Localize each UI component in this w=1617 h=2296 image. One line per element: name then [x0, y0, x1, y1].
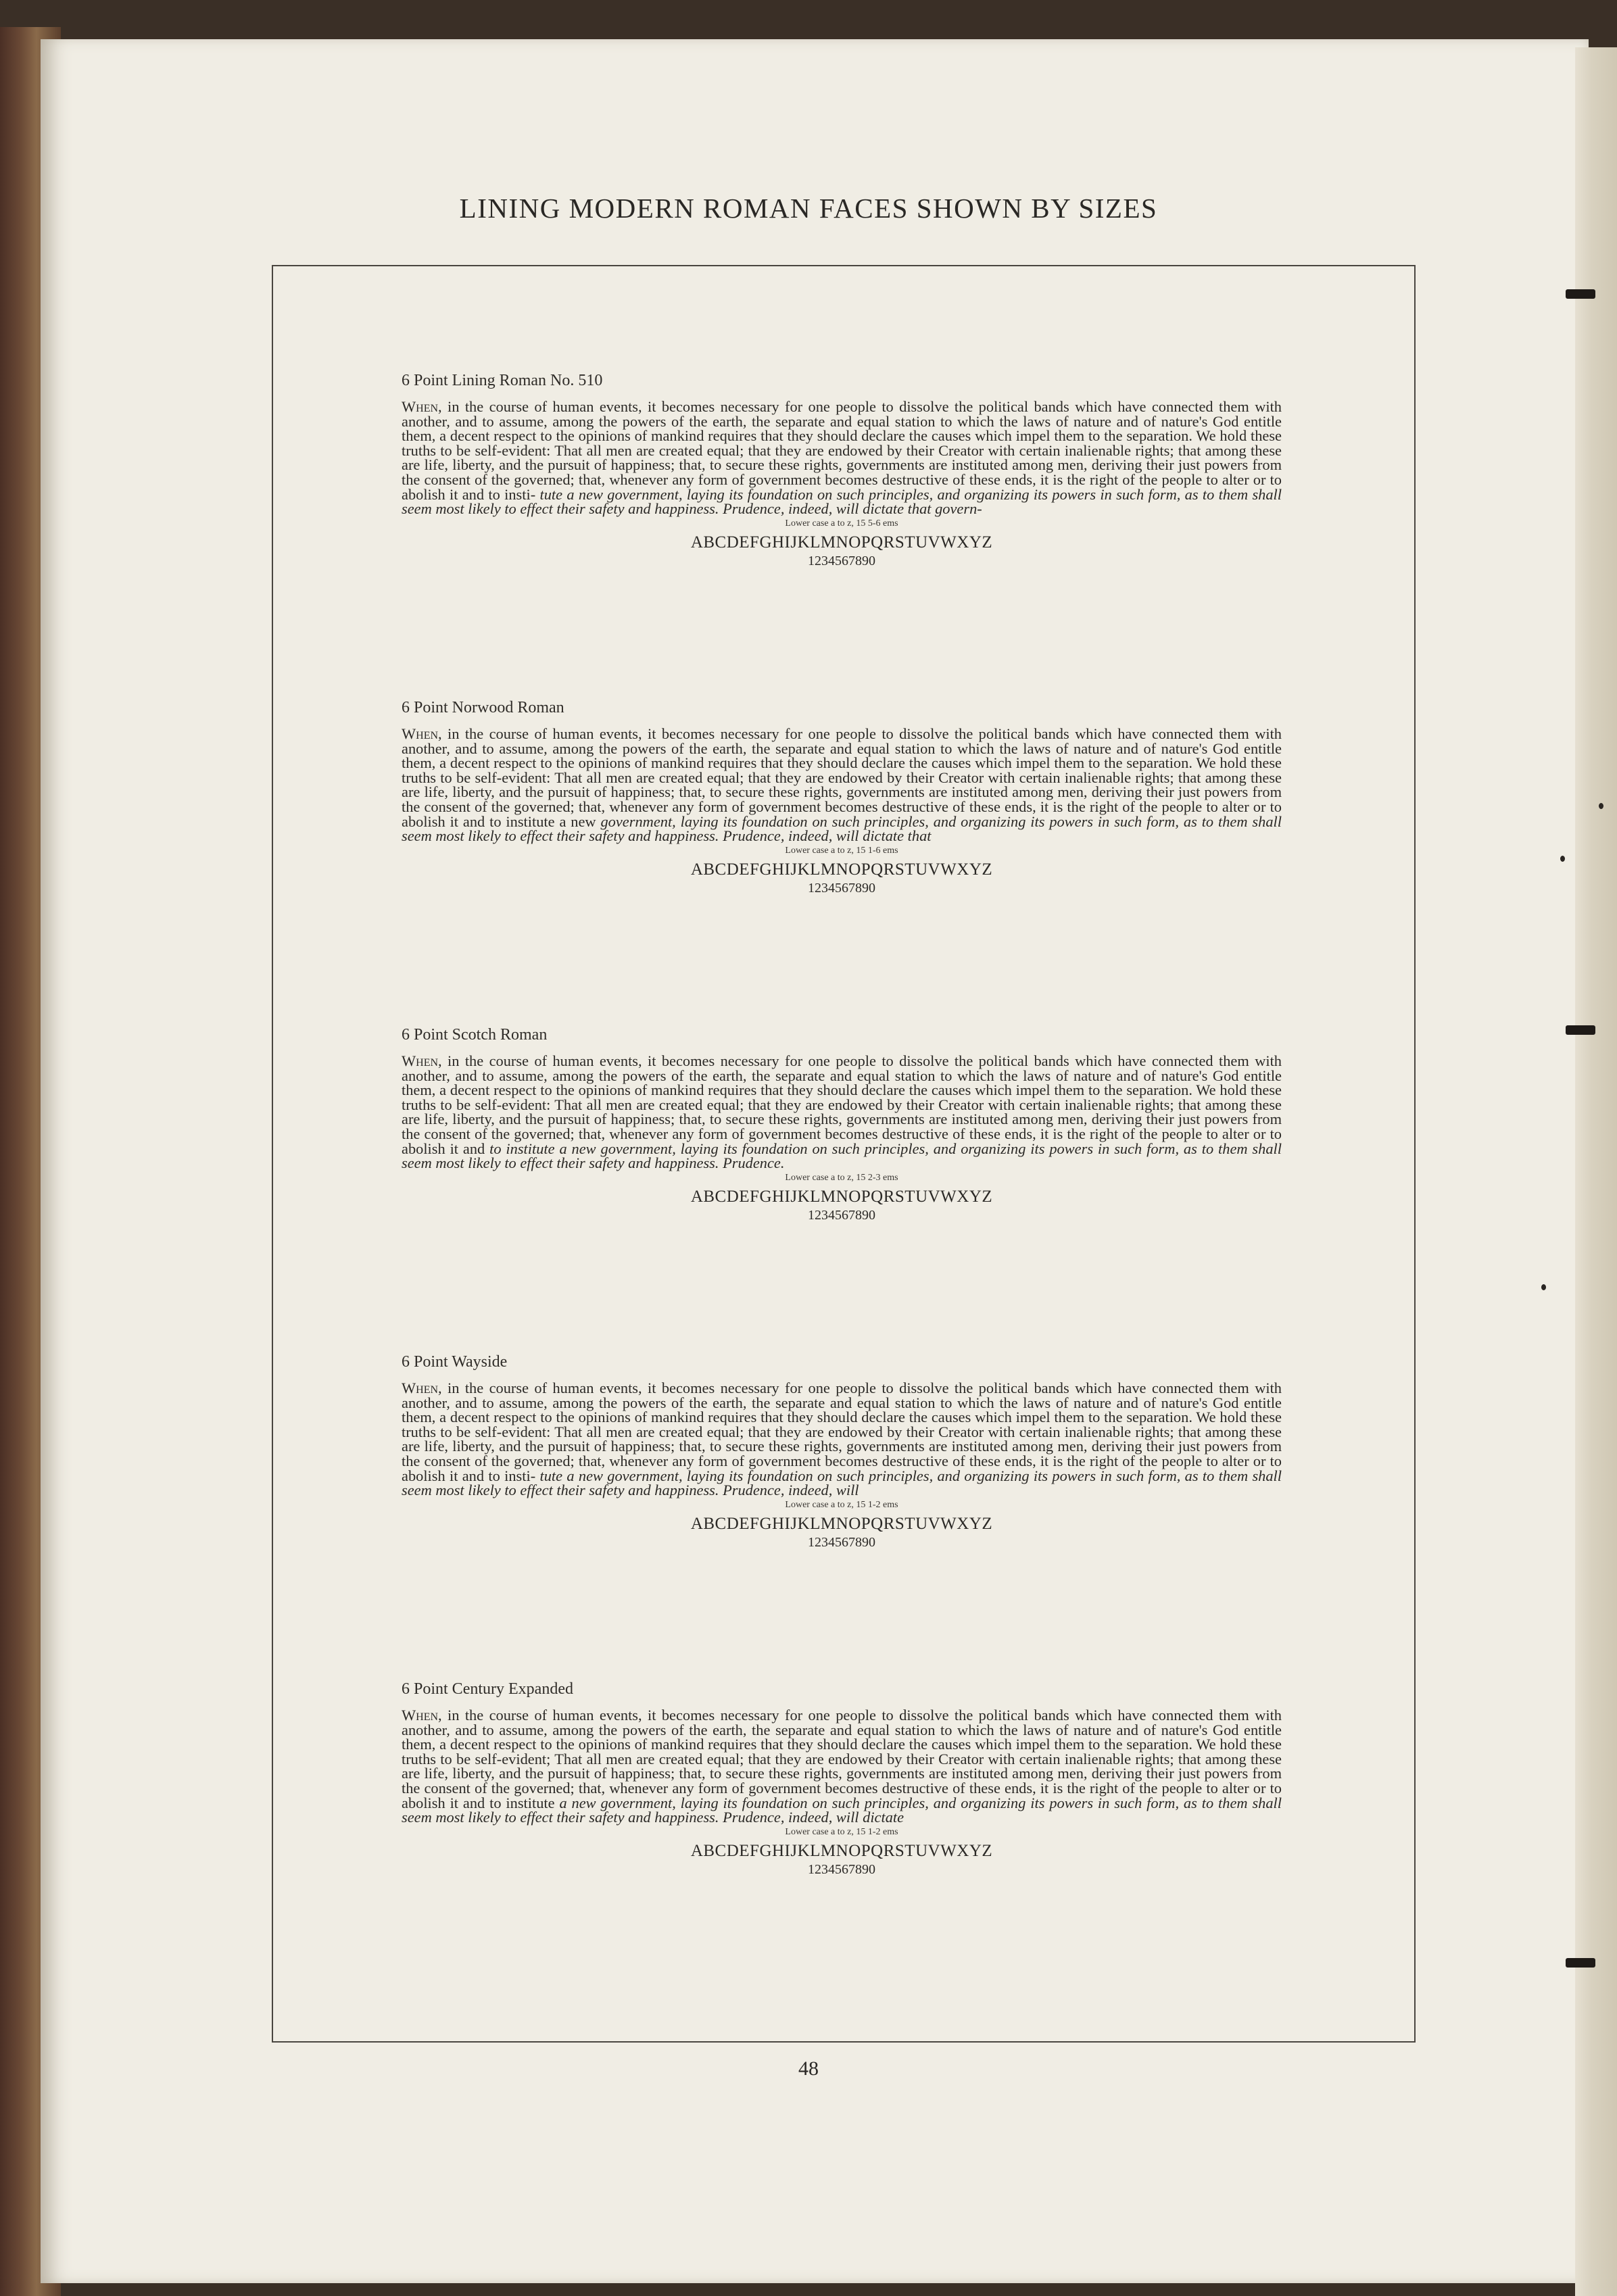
specimen-text — [402, 727, 1282, 844]
specimen-label: 6 Point Norwood Roman — [402, 699, 564, 716]
binding-ring — [1566, 1025, 1595, 1035]
binding-ring — [1566, 289, 1595, 299]
specimen-text — [402, 1708, 1282, 1825]
capitals-alphabet: ABCDEFGHIJKLMNOPQRSTUVWXYZ — [690, 533, 993, 552]
lowercase-measure: Lower case a to z, 15 1-2 ems — [785, 1499, 898, 1510]
page-title: LINING MODERN ROMAN FACES SHOWN BY SIZES — [459, 193, 1158, 224]
specimen-italic-text: tute a new government, laying its foundation on such principles, and organizing its powers in such form, as to them shall seem most likely to effect their safety and happiness. Prudence, indeed, will dictate that govern- — [402, 485, 1282, 518]
specimen-italic-text: tute a new government, laying its foundation on such principles, and organizing its powers in such form, as to them shall seem most likely to effect their safety and happiness. Prudence, indeed, will — [402, 1467, 1282, 1499]
lowercase-measure: Lower case a to z, 15 1-2 ems — [785, 1826, 898, 1837]
specimen-italic-text: government, laying its foundation on such principles, and organizing its powers in such form, as to them shall seem most likely to effect their safety and happiness. Prudence, indeed, will dictate that — [402, 812, 1282, 845]
specimen-roman-text: , in the course of human events, it becomes necessary for one people to dissolve the political bands which have connected them with another, and to assume, among the powers of the earth, the separate and equal station to which the laws of nature and of nature's God entitle them, a decent respect to the opinions of mankind requires that they should declare the causes which impel them to the separation. We hold these truths to be self-evident: That all men are created equal; that they are endowed by their Creator with certain inalienable rights; that among these are life, liberty, and the pursuit of happiness; that, to secure these rights, governments are instituted among men, deriving their just powers from the consent of the governed; that, whenever any form of government becomes destructive of these ends, it is the right of the people to alter or to abolish it and to insti- — [402, 398, 1282, 503]
specimen-block — [402, 1353, 1282, 1550]
specimen-roman-text: , in the course of human events, it becomes necessary for one people to dissolve the political bands which have connected them with another, and to assume, among the powers of the earth, the separate and equal station to which the laws of nature and of nature's God entitle them, a decent respect to the opinions of mankind requires that they should declare the causes which impel them to the separation. We hold these truths to be self-evident; That all men are created equal; that they are endowed by their Creator with certain inalienable rights; that among these are life, liberty, and the pursuit of happiness; that, to secure these rights, governments are instituted among men, deriving their just powers from the consent of the governed; that, whenever any form of government becomes destructive of these ends, it is the right of the people to alter or to abolish it and to institute — [402, 1707, 1282, 1811]
specimen-roman-text: , in the course of human events, it becomes necessary for one people to dissolve the political bands which have connected them with another, and to assume, among the powers of the earth, the separate and equal station to which the laws of nature and of nature's God entitle them, a decent respect to the opinions of mankind requires that they should declare the causes which impel them to the separation. We hold these truths to be self-evident: That all men are created equal; that they are endowed by their Creator with certain inalienable rights; that among these are life, liberty, and the pursuit of happiness; that, to secure these rights, governments are instituted among men, deriving their just powers from the consent of the governed; that, whenever any form of government becomes destructive of these ends, it is the right of the people to alter or to abolish it and to insti- — [402, 1379, 1282, 1484]
figures: 1234567890 — [808, 1207, 875, 1223]
specimen-italic-text: to institute a new government, laying its foundation on such principles, and organizing its powers in such form, as to them shall seem most likely to effect their safety and happiness. Prudence. — [402, 1140, 1282, 1172]
specimen-label: 6 Point Century Expanded — [402, 1680, 573, 1698]
specimen-lead-word: When — [402, 1707, 439, 1724]
page-blemish — [1541, 1284, 1546, 1290]
specimen-label: 6 Point Scotch Roman — [402, 1026, 548, 1044]
capitals-alphabet: ABCDEFGHIJKLMNOPQRSTUVWXYZ — [690, 1187, 993, 1206]
page-number: 48 — [798, 2057, 819, 2080]
lowercase-measure: Lower case a to z, 15 2-3 ems — [785, 1172, 898, 1183]
lowercase-measure: Lower case a to z, 15 5-6 ems — [785, 518, 898, 529]
specimen-label: 6 Point Lining Roman No. 510 — [402, 372, 603, 389]
specimen-block — [402, 1026, 1282, 1223]
page-blemish — [1599, 803, 1603, 809]
specimen-text — [402, 1381, 1282, 1498]
specimen-lead-word: When — [402, 398, 439, 415]
specimen-block — [402, 699, 1282, 896]
specimen-italic-text: a new government, laying its foundation on such principles, and organizing its powers in such form, as to them shall seem most likely to effect their safety and happiness. Prudence, indeed, will dictate — [402, 1794, 1282, 1826]
specimen-frame — [272, 265, 1416, 2043]
figures: 1234567890 — [808, 1534, 875, 1550]
capitals-alphabet: ABCDEFGHIJKLMNOPQRSTUVWXYZ — [690, 1514, 993, 1533]
page-blemish — [1560, 856, 1565, 862]
figures: 1234567890 — [808, 553, 875, 568]
binding-ring — [1566, 1958, 1595, 1968]
specimen-block — [402, 372, 1282, 569]
specimen-lead-word: When — [402, 1052, 439, 1069]
specimen-block — [402, 1680, 1282, 1878]
figures: 1234567890 — [808, 1861, 875, 1877]
specimen-text — [402, 1054, 1282, 1171]
figures: 1234567890 — [808, 880, 875, 896]
capitals-alphabet: ABCDEFGHIJKLMNOPQRSTUVWXYZ — [690, 1841, 993, 1860]
specimen-text — [402, 399, 1282, 516]
specimen-label: 6 Point Wayside — [402, 1353, 508, 1371]
specimen-roman-text: , in the course of human events, it becomes necessary for one people to dissolve the political bands which have connected them with another, and to assume, among the powers of the earth, the separate and equal station to which the laws of nature and of nature's God entitle them, a decent respect to the opinions of mankind requires that they should declare the causes which impel them to the separation. We hold these truths to be self-evident: That all men are created equal; that they are endowed by their Creator with certain inalienable rights; that among these are life, liberty, and the pursuit of happiness; that, to secure these rights, governments are instituted among men, deriving their just powers from the consent of the governed; that, whenever any form of government becomes destructive of these ends, it is the right of the people to alter or to abolish it and to institute a new — [402, 725, 1282, 830]
capitals-alphabet: ABCDEFGHIJKLMNOPQRSTUVWXYZ — [690, 860, 993, 879]
specimen-lead-word: When — [402, 1379, 439, 1396]
lowercase-measure: Lower case a to z, 15 1-6 ems — [785, 845, 898, 856]
specimen-lead-word: When — [402, 725, 439, 742]
specimen-roman-text: , in the course of human events, it becomes necessary for one people to dissolve the political bands which have connected them with another, and to assume, among the powers of the earth, the separate and equal station to which the laws of nature and of nature's God entitle them, a decent respect to the opinions of mankind requires that they should declare the causes which impel them to the separation. We hold these truths to be self-evident: That all men are created equal; that they are endowed by their Creator with certain inalienable rights; that among these are life, liberty, and the pursuit of happiness; that, to secure these rights, governments are instituted among men, deriving their just powers from the consent of the governed; that, whenever any form of government becomes destructive of these ends, it is the right of the people to alter or to abolish it and — [402, 1052, 1282, 1157]
